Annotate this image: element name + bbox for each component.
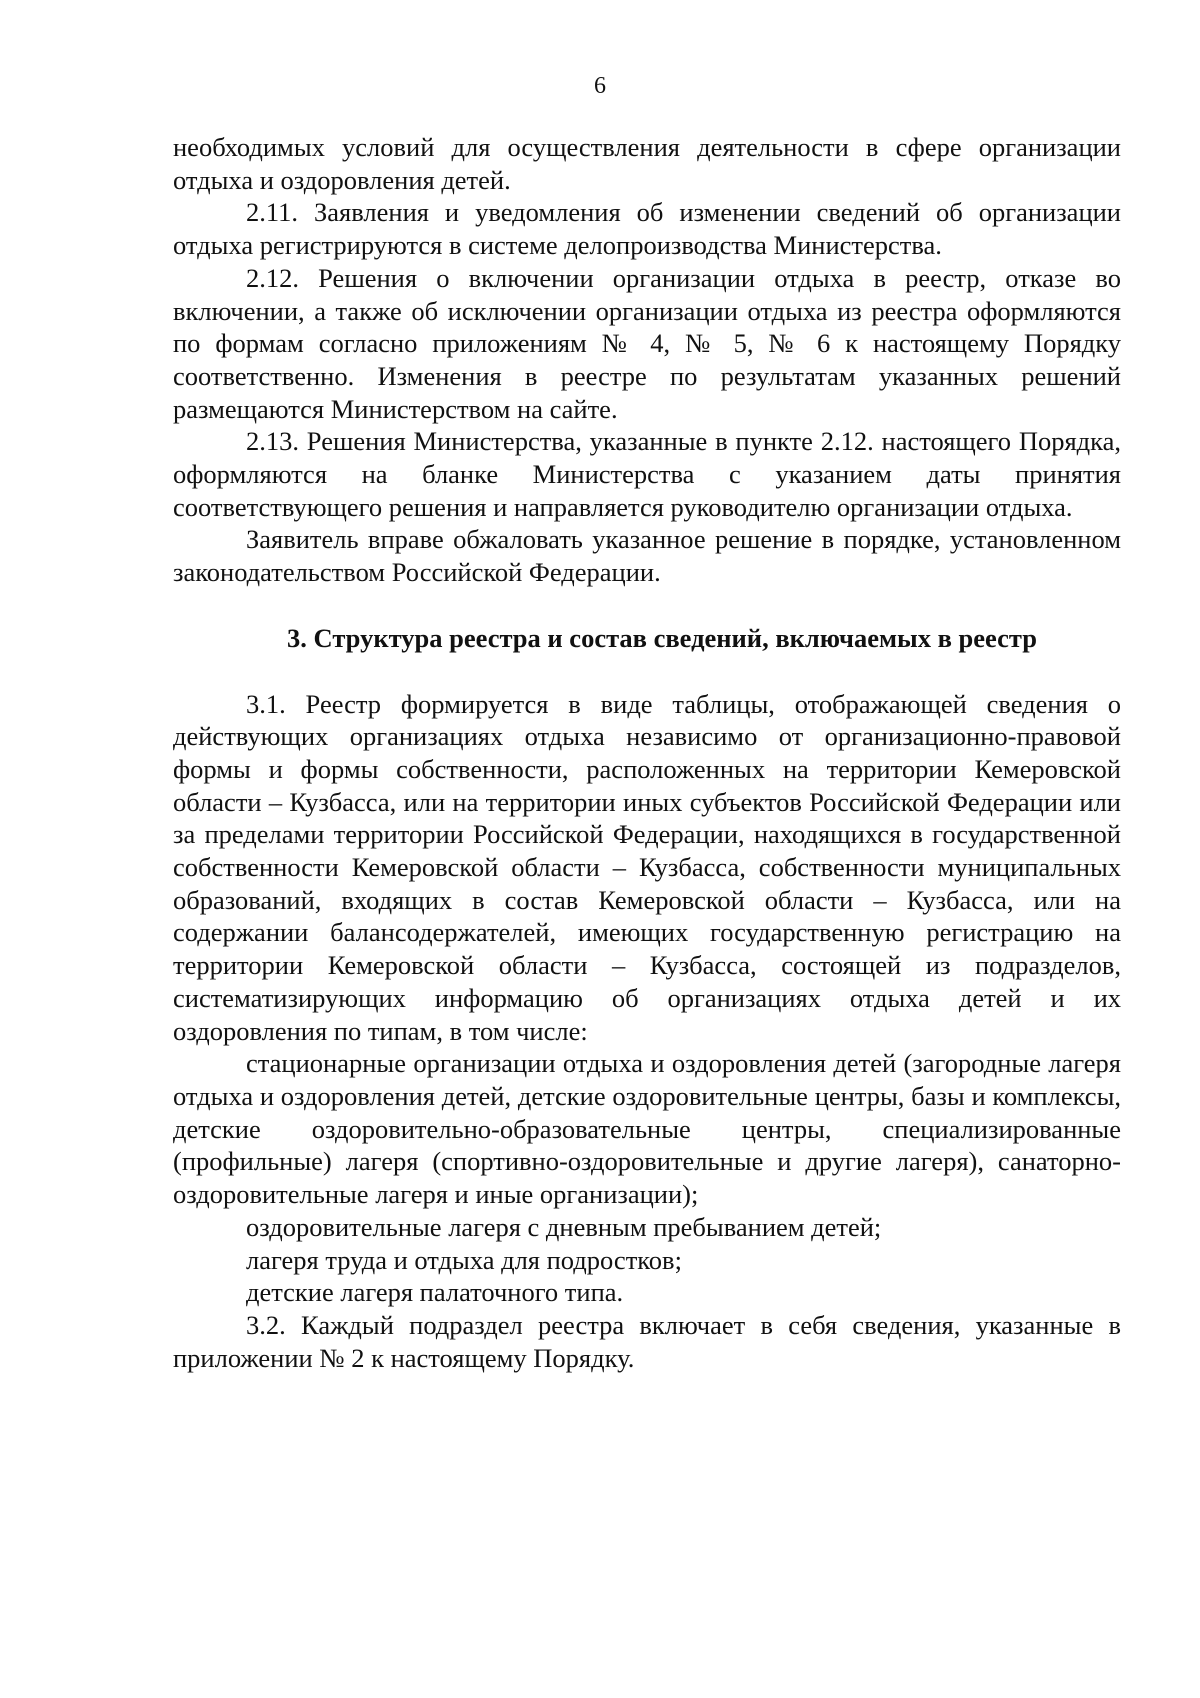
paragraph-3-1: 3.1. Реестр формируется в виде таблицы, отображающей сведения о действующих организациях отдыха независимо от организационно-правовой формы и формы собственности, расположенных на территории Кемеровской области – Кузбасса, или на территории иных субъектов Российской Федерации или за пределами территории Российской Федерации, находящихся в государственной собственности Кемеровской области – Кузбасса, собственности муниципальных образований, входящих в состав Кемеровской области – Кузбасса, или на содержании балансодержателей, имеющих государственную регистрацию на территории Кемеровской области – Кузбасса, состоящей из подразделов, систематизирующих информацию об организациях отдыха детей и их оздоровления по типам, в том числе: [173, 688, 1121, 1046]
list-item-labor-camps: лагеря труда и отдыха для подростков; [246, 1244, 682, 1275]
paragraph-2-12: 2.12. Решения о включении организации отдыха в реестр, отказе во включении, а также об исключении организации отдыха из реестра оформляются по формам согласно приложениям № 4, № 5, № 6 к настоящему Порядку соответственно. Изменения в реестре по результатам указанных решений размещаются Министерством на сайте. [173, 262, 1121, 424]
list-item-tent-camps: детские лагеря палаточного типа. [246, 1277, 624, 1308]
page-number: 6 [594, 73, 606, 99]
document-body [173, 131, 1121, 1374]
list-item-stationary: стационарные организации отдыха и оздоровления детей (загородные лагеря отдыха и оздоровления детей, детские оздоровительные центры, базы и комплексы, детские оздоровительно-образовательные центры, специализированные (профильные) лагеря (спортивно-оздоровительные и другие лагеря), санаторно-оздоровительные лагеря и иные организации); [173, 1048, 1121, 1210]
paragraph-3-2: 3.2. Каждый подраздел реестра включает в себя сведения, указанные в приложении № 2 к настоящему Порядку. [173, 1309, 1121, 1373]
list-item-day-camps: оздоровительные лагеря с дневным пребыванием детей; [246, 1211, 882, 1242]
section-title: 3. Структура реестра и состав сведений, включаемых в реестр [287, 622, 1037, 653]
paragraph-2-11: 2.11. Заявления и уведомления об изменении сведений об организации отдыха регистрируются в системе делопроизводства Министерства. [173, 197, 1121, 261]
paragraph-appeal: Заявитель вправе обжаловать указанное решение в порядке, установленном законодательством Российской Федерации. [173, 524, 1121, 588]
paragraph-2-13: 2.13. Решения Министерства, указанные в пункте 2.12. настоящего Порядка, оформляются на бланке Министерства с указанием даты принятия соответствующего решения и направляется руководителю организации отдыха. [173, 426, 1121, 522]
paragraph-continuation: необходимых условий для осуществления деятельности в сфере организации отдыха и оздоровления детей. [173, 132, 1121, 195]
